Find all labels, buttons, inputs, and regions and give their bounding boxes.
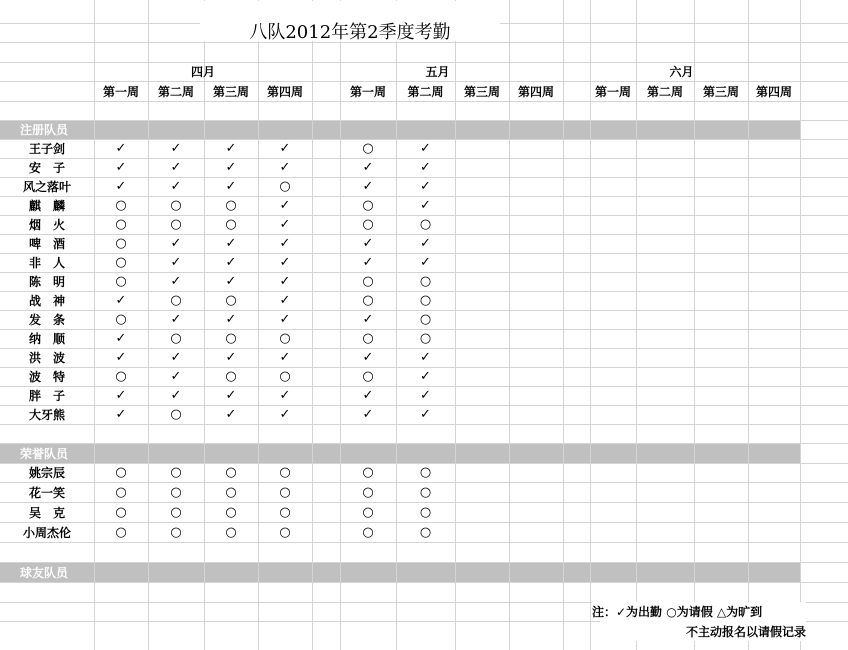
attendance-check-mark[interactable]: ✓ [362,350,374,365]
attendance-check-mark[interactable]: ✓ [170,179,182,194]
attendance-check-mark[interactable]: ✓ [225,141,237,156]
attendance-check-mark[interactable]: ✓ [420,255,431,270]
leave-circle-mark[interactable]: ○ [115,217,127,232]
member-name: 洪 波 [28,351,65,365]
gridline-vertical [312,0,313,650]
leave-circle-mark[interactable]: ○ [115,369,127,384]
attendance-check-mark[interactable]: ✓ [279,407,291,422]
attendance-check-mark[interactable]: ✓ [279,160,291,175]
week-header: 第二周 [646,84,683,99]
leave-circle-mark[interactable]: ○ [279,179,291,194]
leave-circle-mark[interactable]: ○ [419,217,432,232]
member-name: 吴 克 [28,505,65,520]
gridline-horizontal [0,542,848,543]
week-header: 第四周 [755,84,792,99]
attendance-check-mark[interactable]: ✓ [420,179,431,194]
gridline-vertical [800,0,801,650]
member-name: 姚宗辰 [28,466,65,480]
attendance-check-mark[interactable]: ✓ [170,236,182,251]
week-header: 第一周 [102,84,139,99]
attendance-check-mark[interactable]: ✓ [170,312,182,327]
week-header: 第三周 [212,84,249,99]
attendance-check-mark[interactable]: ✓ [420,141,431,156]
attendance-check-mark[interactable]: ✓ [170,388,182,403]
week-header: 第二周 [157,84,194,99]
leave-circle-mark[interactable]: ○ [279,331,291,346]
leave-circle-mark[interactable]: ○ [362,369,374,384]
leave-circle-mark[interactable]: ○ [419,293,432,308]
leave-circle-mark[interactable]: ○ [419,504,432,520]
leave-circle-mark[interactable]: ○ [362,293,374,308]
member-name: 花一笑 [28,485,65,500]
attendance-check-mark[interactable]: ✓ [420,369,431,384]
leave-circle-mark[interactable]: ○ [362,524,374,540]
attendance-check-mark[interactable]: ✓ [115,179,127,194]
month-header-1: 四月 [190,65,215,79]
attendance-check-mark[interactable]: ✓ [279,388,291,403]
attendance-check-mark[interactable]: ✓ [225,236,237,251]
week-header: 第四周 [517,84,554,99]
attendance-check-mark[interactable]: ✓ [420,388,431,403]
attendance-check-mark[interactable]: ✓ [420,350,431,365]
leave-circle-mark[interactable]: ○ [115,236,127,251]
member-name: 啤 酒 [28,237,65,251]
attendance-check-mark[interactable]: ✓ [225,388,237,403]
attendance-check-mark[interactable]: ✓ [115,388,127,403]
month-header-2: 五月 [425,65,450,79]
leave-circle-mark[interactable]: ○ [225,198,237,213]
leave-circle-mark[interactable]: ○ [419,484,432,500]
leave-circle-mark[interactable]: ○ [170,198,182,213]
gridline-horizontal [0,582,848,583]
leave-circle-mark[interactable]: ○ [115,255,127,270]
gridline-horizontal [0,101,848,102]
week-header: 第三周 [463,84,500,99]
attendance-check-mark[interactable]: ✓ [225,160,237,175]
leave-circle-mark[interactable]: ○ [225,484,237,500]
attendance-check-mark[interactable]: ✓ [170,274,182,289]
attendance-check-mark[interactable]: ✓ [115,331,127,346]
leave-circle-mark[interactable]: ○ [225,504,237,520]
attendance-check-mark[interactable]: ✓ [420,236,431,251]
week-header: 第二周 [407,84,444,99]
sheet-title: 八队2012年第2季度考勤 [249,22,451,43]
leave-circle-mark[interactable]: ○ [170,407,182,422]
attendance-check-mark[interactable]: ✓ [420,407,431,422]
attendance-check-mark[interactable]: ✓ [279,312,291,327]
member-name: 王子剑 [28,142,65,156]
leave-circle-mark[interactable]: ○ [170,484,182,500]
leave-circle-mark[interactable]: ○ [225,217,237,232]
leave-circle-mark[interactable]: ○ [170,524,182,540]
week-header: 第三周 [702,84,739,99]
leave-circle-mark[interactable]: ○ [115,274,127,289]
attendance-check-mark[interactable]: ✓ [420,160,431,175]
section-label: 注册队员 [20,123,69,137]
month-header-3: 六月 [669,65,694,79]
attendance-check-mark[interactable]: ✓ [225,179,237,194]
attendance-check-mark[interactable]: ✓ [225,407,237,422]
attendance-check-mark[interactable]: ✓ [170,369,182,384]
attendance-check-mark[interactable]: ✓ [279,350,291,365]
member-name: 麒 麟 [28,199,65,213]
leave-circle-mark[interactable]: ○ [225,465,237,480]
leave-circle-mark[interactable]: ○ [225,369,237,384]
member-name: 大牙熊 [28,408,65,422]
leave-circle-mark[interactable]: ○ [419,312,432,327]
leave-circle-mark[interactable]: ○ [170,331,182,346]
week-header: 第一周 [594,84,631,99]
legend-note: 注：✓为出勤 ○为请假 △为旷到 [592,602,806,621]
leave-circle-mark[interactable]: ○ [225,331,237,346]
attendance-check-mark[interactable]: ✓ [279,293,291,308]
attendance-check-mark[interactable]: ✓ [362,160,374,175]
attendance-check-mark[interactable]: ✓ [115,293,127,308]
leave-circle-mark[interactable]: ○ [362,504,374,520]
attendance-check-mark[interactable]: ✓ [279,274,291,289]
leave-circle-mark[interactable]: ○ [362,274,374,289]
attendance-check-mark[interactable]: ✓ [420,198,431,213]
leave-circle-mark[interactable]: ○ [362,198,374,213]
attendance-check-mark[interactable]: ✓ [225,255,237,270]
member-name: 战 神 [28,294,65,308]
leave-circle-mark[interactable]: ○ [419,331,432,346]
leave-circle-mark[interactable]: ○ [170,293,182,308]
attendance-check-mark[interactable]: ✓ [115,141,127,156]
member-name: 安 子 [28,161,65,175]
attendance-check-mark[interactable]: ✓ [279,141,291,156]
leave-circle-mark[interactable]: ○ [419,524,432,540]
member-name: 波 特 [28,370,65,384]
member-name: 发 条 [28,313,65,327]
leave-circle-mark[interactable]: ○ [279,369,291,384]
attendance-check-mark[interactable]: ✓ [170,255,182,270]
member-name: 小周杰伦 [22,525,71,540]
leave-circle-mark[interactable]: ○ [170,504,182,520]
member-name: 陈 明 [28,275,65,289]
attendance-check-mark[interactable]: ✓ [115,160,127,175]
attendance-check-mark[interactable]: ✓ [279,217,291,232]
attendance-check-mark[interactable]: ✓ [170,160,182,175]
attendance-check-mark[interactable]: ✓ [362,179,374,194]
legend-note-2: 不主动报名以请假记录 [600,621,806,641]
leave-circle-mark[interactable]: ○ [115,312,127,327]
leave-circle-mark[interactable]: ○ [362,484,374,500]
attendance-check-mark[interactable]: ✓ [279,198,291,213]
member-name: 纳 顺 [28,332,65,346]
attendance-check-mark[interactable]: ✓ [362,388,374,403]
attendance-check-mark[interactable]: ✓ [170,141,182,156]
leave-circle-mark[interactable]: ○ [115,504,127,520]
leave-circle-mark[interactable]: ○ [419,274,432,289]
gridline-vertical [563,0,564,650]
gridline-horizontal [0,424,848,425]
week-header: 第一周 [349,84,386,99]
leave-circle-mark[interactable]: ○ [115,198,127,213]
leave-circle-mark[interactable]: ○ [225,293,237,308]
attendance-check-mark[interactable]: ✓ [225,312,237,327]
leave-circle-mark[interactable]: ○ [419,465,432,480]
leave-circle-mark[interactable]: ○ [362,465,374,480]
attendance-check-mark[interactable]: ✓ [115,350,127,365]
section-label: 荣誉队员 [20,446,69,461]
leave-circle-mark[interactable]: ○ [170,217,182,232]
section-label: 球友队员 [20,565,69,580]
leave-circle-mark[interactable]: ○ [279,465,291,480]
leave-circle-mark[interactable]: ○ [279,504,291,520]
member-name: 烟 火 [28,218,65,232]
attendance-check-mark[interactable]: ✓ [170,350,182,365]
leave-circle-mark[interactable]: ○ [279,484,291,500]
week-header: 第四周 [266,84,303,99]
leave-circle-mark[interactable]: ○ [115,465,127,480]
member-name: 胖 子 [28,389,65,403]
leave-circle-mark[interactable]: ○ [362,331,374,346]
attendance-check-mark[interactable]: ✓ [362,236,374,251]
leave-circle-mark[interactable]: ○ [170,465,182,480]
leave-circle-mark[interactable]: ○ [115,484,127,500]
leave-circle-mark[interactable]: ○ [362,217,374,232]
attendance-check-mark[interactable]: ✓ [362,312,374,327]
attendance-check-mark[interactable]: ✓ [362,407,374,422]
attendance-check-mark[interactable]: ✓ [279,255,291,270]
leave-circle-mark[interactable]: ○ [225,524,237,540]
attendance-check-mark[interactable]: ✓ [279,236,291,251]
attendance-check-mark[interactable]: ✓ [225,274,237,289]
leave-circle-mark[interactable]: ○ [115,524,127,540]
member-name: 非 人 [28,256,65,270]
attendance-check-mark[interactable]: ✓ [225,350,237,365]
leave-circle-mark[interactable]: ○ [362,141,374,156]
attendance-check-mark[interactable]: ✓ [362,255,374,270]
member-name: 风之落叶 [22,180,71,194]
attendance-check-mark[interactable]: ✓ [115,407,127,422]
leave-circle-mark[interactable]: ○ [279,524,291,540]
